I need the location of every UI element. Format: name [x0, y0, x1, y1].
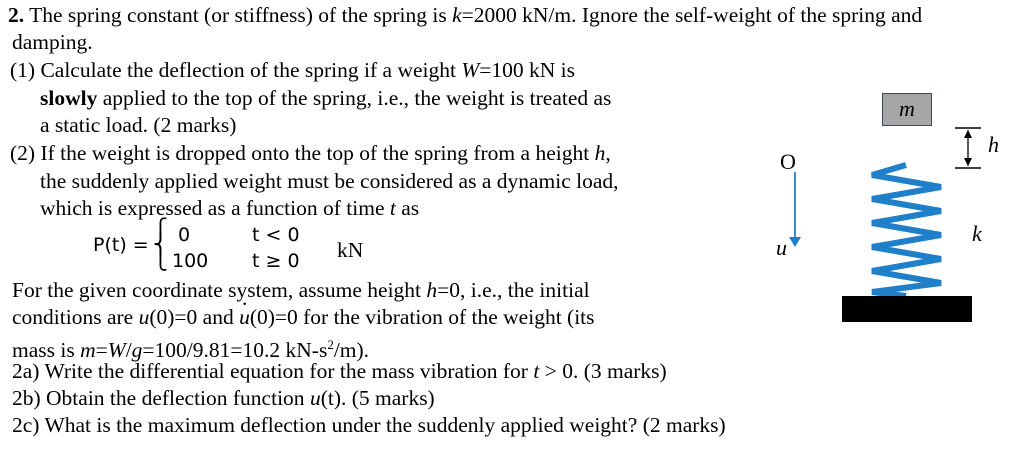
text-segment: =100/9.81=10.2 kN-s: [142, 338, 328, 363]
text-segment: 2a) Write the differential equation for the mass vibration for: [12, 359, 534, 383]
height-dim-arrow-down: [964, 158, 972, 166]
text-segment: the suddenly applied weight must be considered as a dynamic load,: [40, 169, 619, 193]
text-segment: =0, i.e., the initial: [437, 278, 590, 302]
text-segment: damping.: [12, 30, 93, 54]
text-segment: /: [125, 338, 132, 363]
equation-case2-condition: t ≥ 0: [252, 250, 300, 272]
spring-constant-label: k: [972, 221, 982, 246]
u-axis-label: u: [776, 235, 787, 260]
text-segment: For the given coordinate system, assume height: [12, 278, 427, 302]
text-segment: which is expressed as a function of time: [40, 196, 390, 220]
text-segment: (1) Calculate the deflection of the spring if a weight: [10, 58, 462, 82]
var-k: k: [452, 3, 462, 27]
text-segment: =2000 kN/m. Ignore the self-weight of the spring and: [461, 3, 923, 27]
equation-case2-value: 100: [172, 250, 209, 272]
text-segment: (0)=0 for the vibration of the weight (its: [249, 305, 595, 329]
text-segment: mass is: [12, 338, 81, 363]
text-segment: conditions are: [12, 305, 139, 329]
var-t: t: [533, 359, 540, 383]
origin-label: O: [780, 149, 796, 174]
text-segment: 2c) What is the maximum deflection under the suddenly applied weight? (2 marks): [12, 413, 726, 437]
text-segment: (0)=0 and: [149, 305, 240, 329]
text-segment: /m).: [333, 338, 370, 363]
superscript: 2: [327, 337, 334, 352]
var-u-dot: · u: [239, 304, 250, 331]
spring-coil: [872, 165, 941, 296]
var-h: h: [594, 141, 606, 165]
text-segment: ,: [605, 141, 611, 165]
problem-number: 2.: [8, 3, 25, 27]
height-label: h: [988, 132, 999, 157]
mass-block: [882, 93, 932, 126]
height-dim-arrow-up: [964, 130, 972, 138]
text-segment: (t). (5 marks): [320, 386, 435, 410]
var-w: W: [461, 58, 480, 82]
equation-lhs: P(t) =: [93, 234, 149, 256]
var-h: h: [426, 278, 438, 302]
text-segment: a static load. (2 marks): [40, 113, 237, 137]
equation-case1-value: 0: [178, 224, 191, 246]
mass-label: m: [899, 96, 915, 121]
var-w: W: [107, 338, 126, 363]
text-segment: applied to the top of the spring, i.e., the weight is treated as: [97, 86, 612, 110]
text-segment: =100 kN is: [479, 58, 576, 82]
text-segment: =: [95, 338, 108, 363]
text-segment: as: [395, 196, 420, 220]
var-u: u: [138, 305, 150, 329]
emphasis-slowly: slowly: [40, 86, 98, 110]
equation-unit: kN: [337, 238, 364, 262]
var-m: m: [80, 338, 96, 363]
text-segment: 2b) Obtain the deflection function: [12, 386, 310, 410]
ground-support: [842, 296, 972, 322]
var-u: u: [309, 386, 321, 410]
var-t: t: [389, 196, 396, 220]
equation-case1-condition: t < 0: [252, 224, 300, 246]
u-axis-arrowhead: [789, 237, 801, 247]
text-segment: The spring constant (or stiffness) of the spring is: [24, 3, 453, 27]
text-segment: > 0. (3 marks): [539, 359, 667, 383]
text-segment: (2) If the weight is dropped onto the top of the spring from a height: [10, 141, 595, 165]
equation-brace: ⎧ ⎨ ⎩: [153, 217, 168, 271]
var-g: g: [131, 338, 143, 363]
